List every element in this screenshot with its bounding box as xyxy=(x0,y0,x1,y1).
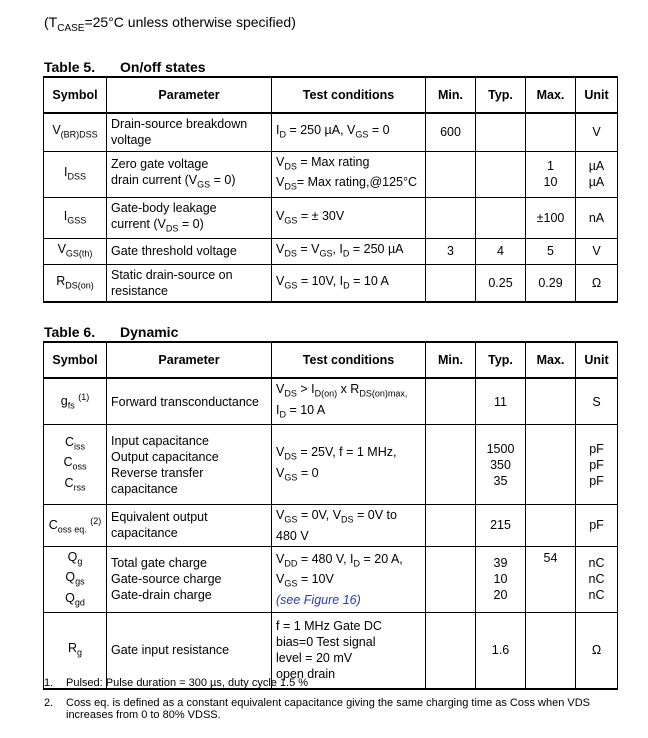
see-figure-16-link[interactable]: (see Figure 16) xyxy=(276,592,361,607)
table-row xyxy=(44,113,618,151)
col-test-conditions: Test conditions xyxy=(272,77,426,113)
col-test-conditions: Test conditions xyxy=(272,342,426,378)
symbol-cell: $Q_g$ $Q_{gs}$ $Q_{gd}$ xyxy=(44,546,107,613)
symbol-cell: $V_{(BR)DSS}$ xyxy=(44,113,107,151)
table5-header-row xyxy=(44,77,618,113)
col-symbol: Symbol xyxy=(44,77,107,113)
parameter-cell: Total gate charge Gate-source charge Gate-drain charge xyxy=(107,546,272,613)
footnote-2: 2. Coss eq. is defined as a constant equivalent capacitance giving the same charging time as Coss when VDS increases from 0 to 80% VDSS. xyxy=(44,697,591,721)
col-unit: Unit xyxy=(576,77,618,113)
col-max: Max. xyxy=(526,342,576,378)
max-cell xyxy=(526,378,576,425)
min-cell xyxy=(426,546,476,613)
max-cell: 0.29 xyxy=(526,264,576,302)
table-row xyxy=(44,151,618,197)
symbol-cell: $R_{DS(on)}$ xyxy=(44,264,107,302)
unit-cell: V xyxy=(576,113,618,151)
footnote-1: 1. Pulsed: Pulse duration = 300 µs, duty cycle 1.5 % xyxy=(44,677,309,689)
conditions-cell: f = 1 MHz Gate DC bias=0 Test signal level = 20 mV open drain xyxy=(272,613,426,689)
max-cell: ±100 xyxy=(526,197,576,239)
max-cell xyxy=(526,505,576,547)
max-cell: 1 10 xyxy=(526,151,576,197)
table5-title: On/off states xyxy=(120,59,206,75)
col-typ: Typ. xyxy=(476,342,526,378)
parameter-cell: Zero gate voltage drain current $(V_{GS} = 0)$ xyxy=(107,151,272,197)
table5-caption xyxy=(44,59,206,75)
unit-cell: V xyxy=(576,239,618,265)
typ-cell xyxy=(476,151,526,197)
table6-dynamic xyxy=(43,341,618,690)
typ-cell xyxy=(476,113,526,151)
table-row xyxy=(44,425,618,505)
parameter-cell: Gate threshold voltage xyxy=(107,239,272,265)
unit-cell: nA xyxy=(576,197,618,239)
typ-cell: 39 10 20 xyxy=(476,546,526,613)
parameter-cell: Drain-source breakdown voltage xyxy=(107,113,272,151)
table5-number: Table 5. xyxy=(44,59,96,75)
min-cell: 600 xyxy=(426,113,476,151)
table-row xyxy=(44,546,618,613)
symbol-cell: $C_{iss}$ $C_{oss}$ $C_{rss}$ xyxy=(44,425,107,505)
conditions-cell: $I_D = 250$ µA, $V_{GS} = 0$ xyxy=(272,113,426,151)
table6-number: Table 6. xyxy=(44,324,96,340)
min-cell xyxy=(426,425,476,505)
table-row xyxy=(44,264,618,302)
typ-cell: 1500 350 35 xyxy=(476,425,526,505)
parameter-cell: Equivalent output capacitance xyxy=(107,505,272,547)
unit-cell: nC nC nC xyxy=(576,546,618,613)
col-max: Max. xyxy=(526,77,576,113)
max-cell xyxy=(526,425,576,505)
typ-cell: 11 xyxy=(476,378,526,425)
table6-caption xyxy=(44,324,178,340)
min-cell xyxy=(426,264,476,302)
unit-cell: pF pF pF xyxy=(576,425,618,505)
conditions-cell: $V_{DS} > I_{D(on)}$ x $R_{DS(on)max,}$ $I_D = 10$ A xyxy=(272,378,426,425)
conditions-cell: $V_{DS}$ = Max rating $V_{DS}=$ Max rating,@125°C xyxy=(272,151,426,197)
symbol-cell: $C_{oss eq.}$ $^{(2)}$ xyxy=(44,505,107,547)
conditions-cell: $V_{GS}$ = ± 30V xyxy=(272,197,426,239)
col-parameter: Parameter xyxy=(107,342,272,378)
col-unit: Unit xyxy=(576,342,618,378)
unit-cell: S xyxy=(576,378,618,425)
parameter-cell: Forward transconductance xyxy=(107,378,272,425)
table5-on-off-states xyxy=(43,76,618,303)
parameter-cell: Input capacitance Output capacitance Reverse transfer capacitance xyxy=(107,425,272,505)
conditions-cell: $V_{DS} = 25V$, f = 1 MHz, $V_{GS} = 0$ xyxy=(272,425,426,505)
col-min: Min. xyxy=(426,342,476,378)
min-cell xyxy=(426,505,476,547)
footnotes xyxy=(44,677,626,729)
typ-cell: 1.6 xyxy=(476,613,526,689)
col-parameter: Parameter xyxy=(107,77,272,113)
conditions-cell: $V_{GS} = 10V$, $I_D = 10$ A xyxy=(272,264,426,302)
table-row xyxy=(44,197,618,239)
col-symbol: Symbol xyxy=(44,342,107,378)
symbol-cell: $R_g$ xyxy=(44,613,107,689)
unit-cell: µA µA xyxy=(576,151,618,197)
unit-cell: Ω xyxy=(576,264,618,302)
parameter-cell: Static drain-source on resistance xyxy=(107,264,272,302)
symbol-cell: $I_{DSS}$ xyxy=(44,151,107,197)
table-row xyxy=(44,505,618,547)
table-row xyxy=(44,239,618,265)
max-cell xyxy=(526,113,576,151)
table6-title: Dynamic xyxy=(120,324,179,340)
table6-header-row xyxy=(44,342,618,378)
conditions-cell: $V_{DS} = V_{GS}$, $I_D = 250$ µA xyxy=(272,239,426,265)
col-min: Min. xyxy=(426,77,476,113)
max-cell: 5 xyxy=(526,239,576,265)
min-cell xyxy=(426,378,476,425)
conditions-cell: $V_{DD} = 480$ V, $I_D = 20$ A, $V_{GS} = 10V$ (see Figure 16) xyxy=(272,546,426,613)
conditions-cell: $V_{GS} = 0V$, $V_{DS} = 0V$ to 480 V xyxy=(272,505,426,547)
typ-cell: 0.25 xyxy=(476,264,526,302)
unit-cell: pF xyxy=(576,505,618,547)
parameter-cell: Gate input resistance xyxy=(107,613,272,689)
min-cell xyxy=(426,151,476,197)
min-cell xyxy=(426,197,476,239)
min-cell: 3 xyxy=(426,239,476,265)
symbol-cell: $I_{GSS}$ xyxy=(44,197,107,239)
temperature-condition-note: ($T_{CASE}=25^\circ C$ unless otherwise specified) xyxy=(44,14,296,34)
typ-cell: 215 xyxy=(476,505,526,547)
unit-cell: Ω xyxy=(576,613,618,689)
col-typ: Typ. xyxy=(476,77,526,113)
table-row xyxy=(44,378,618,425)
symbol-cell: $g_{fs}$ $^{(1)}$ xyxy=(44,378,107,425)
typ-cell: 4 xyxy=(476,239,526,265)
parameter-cell: Gate-body leakage current $(V_{DS} = 0)$ xyxy=(107,197,272,239)
symbol-cell: $V_{GS(th)}$ xyxy=(44,239,107,265)
typ-cell xyxy=(476,197,526,239)
max-cell: 54 xyxy=(526,546,576,613)
